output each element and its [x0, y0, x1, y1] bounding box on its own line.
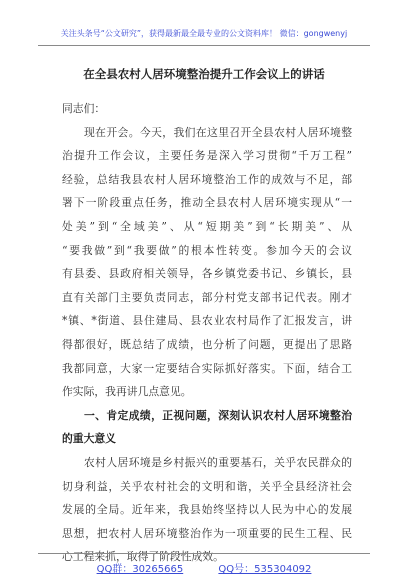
section-heading: [62, 404, 352, 451]
paragraph-line: 发展的全局。近年来，我县始终坚持以人民为中心的发展: [62, 503, 352, 517]
paragraph-line: 切身利益，关乎农村社会的文明和谐，关乎全县经济社会: [62, 479, 352, 493]
paragraph-line: 心工程来抓，取得了阶段性成效。: [62, 550, 224, 564]
paragraph-1: [62, 121, 352, 404]
paragraph-line: 有县委、县政府相关领导，各乡镇党委书记、乡镇长，县: [62, 267, 352, 281]
salutation: 同志们：: [62, 102, 106, 115]
paragraph-line: “要我做”到“我要做”的根本性转变。参加今天的会议: [62, 243, 352, 257]
header-note: 关注头条号“公文研究”，获得最新最全最专业的公文资料库！ 微信：gongwenyj: [60, 29, 348, 38]
footer: [0, 560, 408, 575]
paragraph-line: *镇、*街道、县住建局、县农业农村局作了汇报发言，讲: [62, 314, 352, 328]
paragraph-line: 作实际，我再讲几点意见。: [62, 385, 192, 399]
footer-qq-group[interactable]: QQ群：30265665: [96, 564, 184, 575]
section-heading-line: 一、肯定成绩，正视问题，深刻认识农村人居环境整治: [84, 408, 352, 422]
paragraph-line: 署下一阶段重点任务，推动全县农村人居环境实现从“一: [62, 196, 352, 210]
paragraph-2: [62, 451, 352, 569]
paragraph-line: 思想，把农村人居环境整治作为一项重要的民生工程、民: [62, 526, 352, 540]
footer-qq-number[interactable]: QQ号：535304092: [218, 564, 312, 575]
document-body: [62, 97, 352, 569]
paragraph-line: 直有关部门主要负责同志，部分村党支部书记代表。刚才: [62, 290, 352, 304]
footer-divider: [38, 553, 370, 554]
paragraph-line: 农村人居环境是乡村振兴的重要基石，关乎农民群众的: [84, 455, 352, 469]
document-title: 在全县农村人居环境整治提升工作会议上的讲话: [83, 67, 325, 81]
paragraph-line: 处美”到“全域美”、从“短期美”到“长期美”、从: [62, 219, 352, 233]
paragraph-line: 治提升工作会议，主要任务是深入学习贯彻“千万工程”: [62, 149, 352, 163]
header-divider: [38, 45, 370, 46]
section-heading-line: 的重大意义: [62, 432, 116, 446]
paragraph-line: 现在开会。今天，我们在这里召开全县农村人居环境整: [84, 125, 352, 139]
paragraph-line: 得都很好，既总结了成绩，也分析了问题，更提出了思路: [62, 337, 352, 351]
paragraph-line: 我都同意，大家一定要结合实际抓好落实。下面，结合工: [62, 361, 352, 375]
paragraph-line: 经验，总结我县农村人居环境整治工作的成效与不足，部: [62, 172, 352, 186]
